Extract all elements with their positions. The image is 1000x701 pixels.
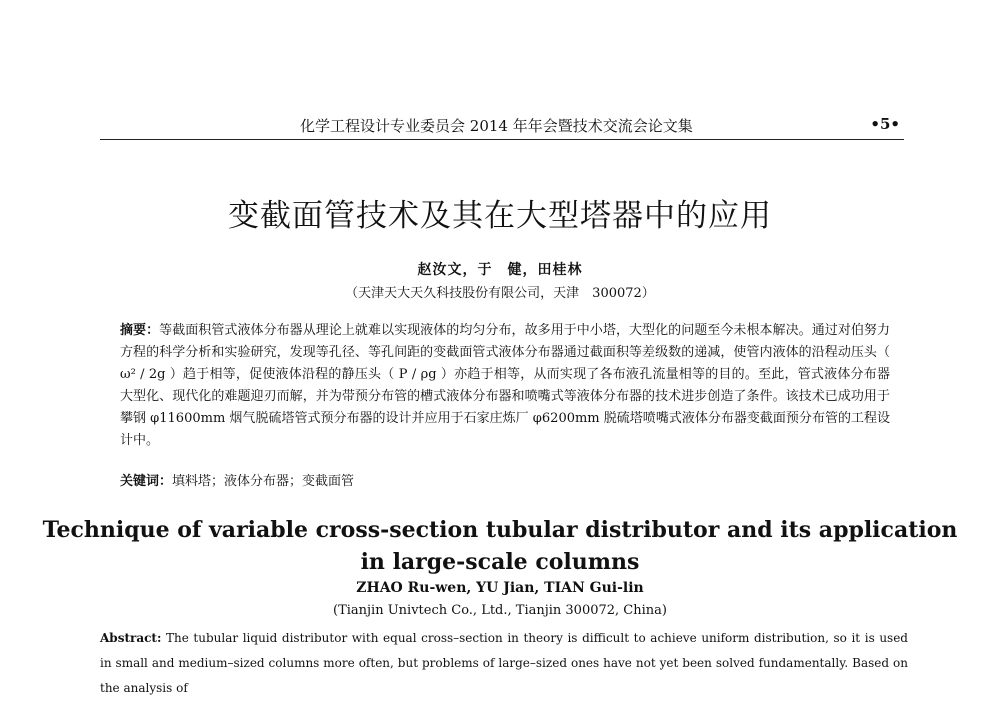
keywords-cn-label: 关键词：	[120, 474, 173, 489]
abstract-cn-label: 摘要：	[120, 323, 160, 338]
abstract-cn-text: 等截面积管式液体分布器从理论上就难以实现液体的均匀分布，故多用于中小塔，大型化的问题至今未根本解决。通过对伯努力方程的科学分析和实验研究，发现等孔径、等孔间距的变截面管式液体分布器通过截面积等差级数的递减，使管内液体的沿程动压头（ ω² / 2g ）趋于相等，促使液体沿程的静压头（ P / ρg ）亦趋于相等，从而实现了各布液孔流量相等的目的。至此，管式液体分布器大型化、现代化的难题迎刃而解，并为带预分布管的槽式液体分布器和喷嘴式等液体分布器的技术进步创造了条件。该技术已成功用于攀钢 φ11600mm 烟气脱硫塔管式预分布器的设计并应用于石家庄炼厂 φ6200mm 脱硫塔喷嘴式液体分布器变截面预分布管的工程设计中。	[120, 323, 890, 448]
authors-en: ZHAO Ru-wen, YU Jian, TIAN Gui-lin	[356, 580, 644, 596]
abstract-en	[100, 626, 908, 701]
running-header	[100, 111, 904, 140]
page-number: •5•	[870, 115, 900, 133]
affiliation-en: (Tianjin Univtech Co., Ltd., Tianjin 300072, China)	[333, 603, 667, 618]
authors-cn: 赵汝文，于 健，田桂林	[417, 262, 583, 278]
abstract-en-text: The tubular liquid distributor with equal cross–section in theory is difficult to achieve uniform distribution, so it is used in small and medium–sized columns more often, but problems of large–sized ones have not yet been solved fundamentally. Based on the analysis of	[100, 631, 908, 695]
keywords-cn-text: 填料塔；液体分布器；变截面管	[172, 474, 355, 489]
affiliation-cn: （天津天大天久科技股份有限公司，天津 300072）	[345, 286, 655, 301]
abstract-cn	[120, 320, 890, 452]
keywords-cn	[120, 470, 890, 489]
paper-title-cn: 变截面管技术及其在大型塔器中的应用	[228, 198, 772, 234]
paper-title-en-line2: in large-scale columns	[360, 549, 640, 575]
paper-title-en	[0, 514, 1000, 578]
abstract-en-label: Abstract:	[100, 631, 162, 645]
paper-title-en-line1: Technique of variable cross-section tubular distributor and its application	[42, 517, 958, 543]
journal-title: 化学工程设计专业委员会 2014 年年会暨技术交流会论文集	[300, 117, 693, 135]
